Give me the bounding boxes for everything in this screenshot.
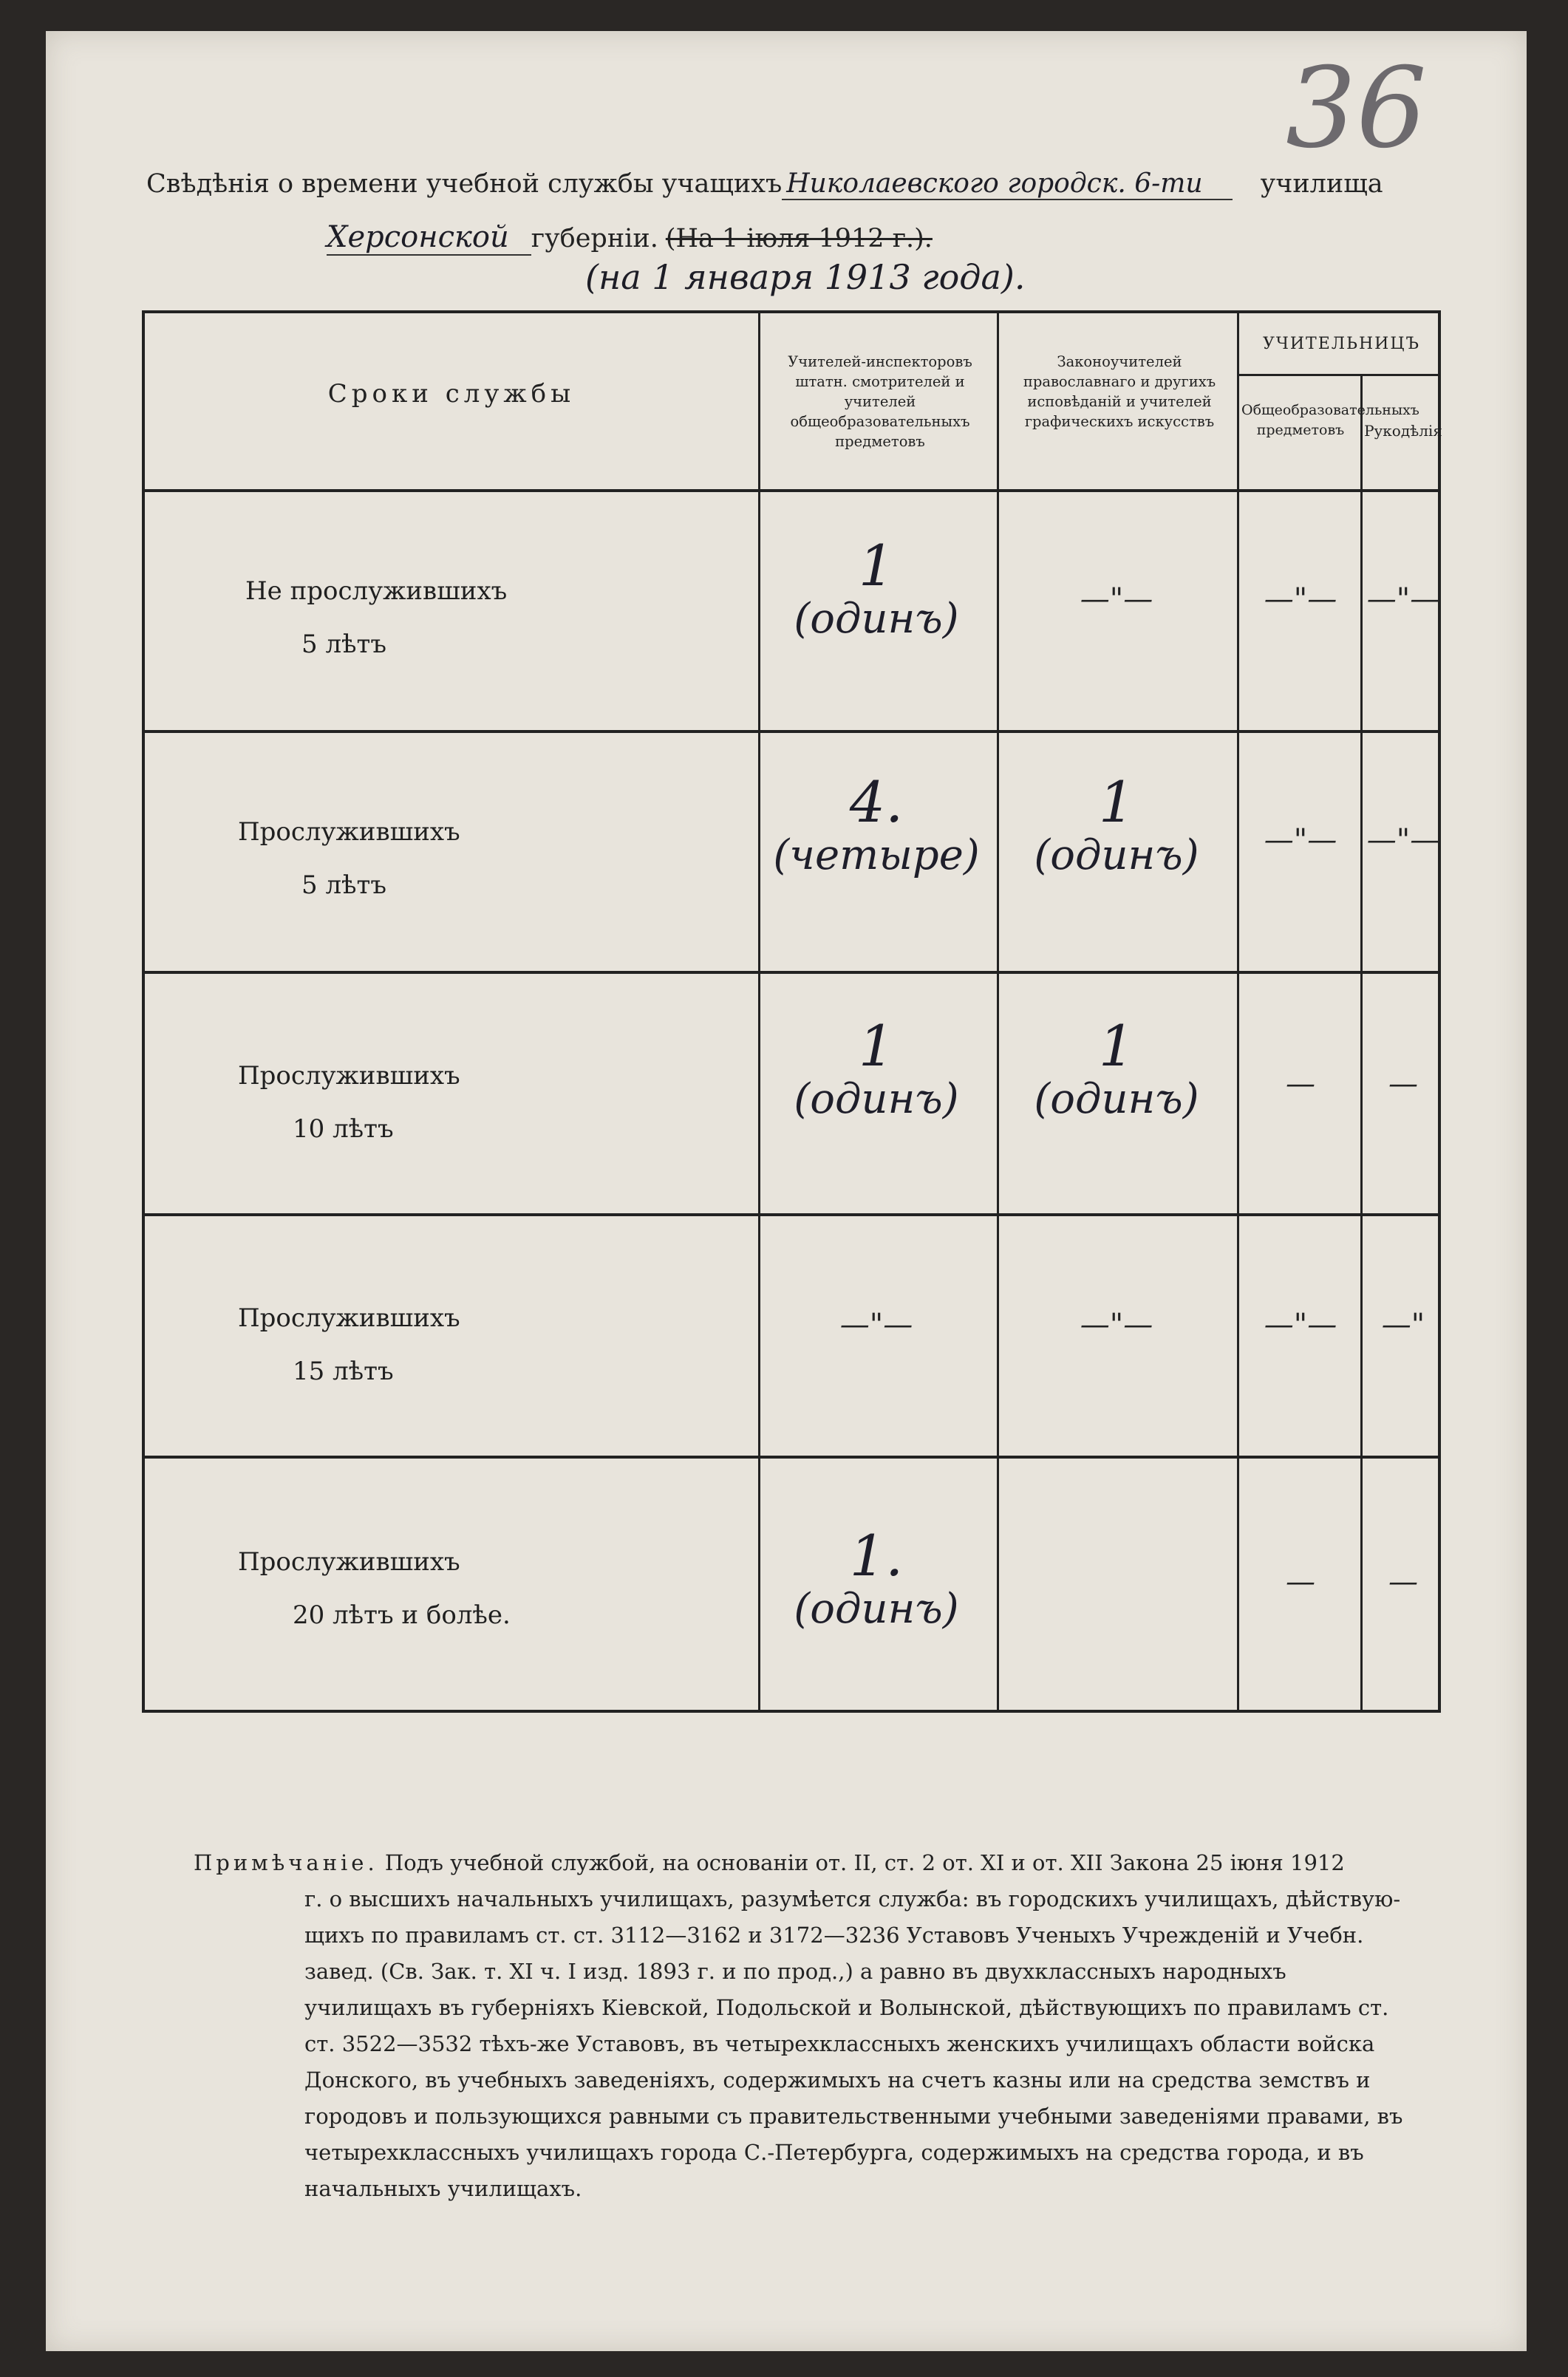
col-divider xyxy=(997,313,999,1710)
cell-women-needle-dash: — xyxy=(1388,1067,1418,1101)
row-label-line2: 5 лѣтъ xyxy=(301,630,386,659)
cell-women-needle-dash: —"— xyxy=(1366,823,1440,857)
cell-women-general-dash: —"— xyxy=(1264,823,1337,857)
cell-women-needle-dash: — xyxy=(1388,1565,1418,1599)
note-line: училищахъ въ губерніяхъ Кіевской, Подольской и Волынской, дѣйствующихъ по правиламъ ст. xyxy=(304,1995,1389,2020)
header-women-general: Общеобразовательныхъ предметовъ xyxy=(1241,402,1419,438)
cell-religion xyxy=(1002,771,1231,878)
row-divider xyxy=(145,1456,1438,1459)
cell-teachers xyxy=(766,771,987,878)
header-women-needle: Рукодѣлія xyxy=(1364,422,1442,440)
note-line: четырехклассныхъ училищахъ города С.-Петербурга, содержимыхъ на средства города, и въ xyxy=(304,2140,1364,2165)
cell-word: (одинъ) xyxy=(1034,1075,1199,1123)
note-line: ст. 3522—3532 тѣхъ-же Уставовъ, въ четырехклассныхъ женскихъ училищахъ области войска xyxy=(304,2031,1375,2056)
cell-number: 1 xyxy=(1098,769,1135,835)
row-divider xyxy=(145,489,1438,492)
note-line: г. о высшихъ начальныхъ училищахъ, разумѣется служба: въ городскихъ училищахъ, дѣйствую- xyxy=(304,1886,1401,1912)
header-period: Сроки службы xyxy=(327,379,576,409)
header-religion: Законоучителей православнаго и другихъ исповѣданій и учителей графическихъ искусствъ xyxy=(1023,353,1216,430)
cell-word: (одинъ) xyxy=(794,595,959,643)
cell-number: 1. xyxy=(849,1523,904,1589)
note-line: начальныхъ училищахъ. xyxy=(304,2176,582,2201)
heading-line-1 xyxy=(146,168,1383,199)
cell-women-needle-dash: —"— xyxy=(1366,582,1440,616)
note-text: Подъ учебной службой, на основаніи от. II, ст. 2 от. XI и от. XII Закона 25 іюня 1912 xyxy=(384,1850,1345,1875)
row-label-line1: Прослужившихъ xyxy=(238,1547,460,1577)
cell-number: 1 xyxy=(1098,1013,1135,1079)
col-divider xyxy=(1360,375,1363,1710)
row-divider xyxy=(145,971,1438,974)
cell-women-general-dash: — xyxy=(1286,1067,1315,1101)
col-divider xyxy=(758,313,760,1710)
col-divider xyxy=(1237,313,1239,1710)
row-label-line2: 5 лѣтъ xyxy=(301,870,386,900)
heading-prefix: Свѣдѣнія о времени учебной службы учащихъ xyxy=(146,169,783,199)
heading-line-2 xyxy=(327,220,1058,254)
cell-word: (четыре) xyxy=(773,831,980,879)
cell-women-general-dash: —"— xyxy=(1264,582,1337,616)
row-label-line1: Не прослужившихъ xyxy=(245,576,508,606)
cell-religion-dash: —"— xyxy=(1080,582,1153,616)
service-table xyxy=(142,310,1441,1713)
row-label-line2: 15 лѣтъ xyxy=(293,1357,394,1386)
row-label-line1: Прослужившихъ xyxy=(238,1061,460,1091)
school-name-handwritten: Николаевского городск. 6-ти xyxy=(782,168,1232,200)
cell-word: (одинъ) xyxy=(1034,831,1199,879)
cell-number: 1 xyxy=(858,1013,895,1079)
note-line xyxy=(194,1845,1465,1881)
row-divider xyxy=(145,730,1438,733)
cell-teachers xyxy=(766,1015,987,1122)
cell-number: 1 xyxy=(858,533,895,598)
note-line: Донского, въ учебныхъ заведеніяхъ, содержимыхъ на счетъ казны или на средства земствъ и xyxy=(304,2067,1371,2093)
cell-women-needle-dash: —" xyxy=(1381,1308,1425,1342)
cell-teachers-dash: —"— xyxy=(839,1308,913,1342)
cell-teachers xyxy=(766,1525,987,1631)
word-school: училища xyxy=(1260,169,1383,199)
row-label-line1: Прослужившихъ xyxy=(238,817,460,847)
cell-word: (одинъ) xyxy=(794,1585,959,1633)
cell-religion xyxy=(1002,1015,1231,1122)
document-sheet xyxy=(46,31,1527,2351)
cell-word: (одинъ) xyxy=(794,1075,959,1123)
subheader-divider xyxy=(1237,374,1438,376)
note-label: Примѣчаніе. xyxy=(194,1850,378,1875)
cell-religion-dash: —"— xyxy=(1080,1308,1153,1342)
header-teachers: Учителей-инспекторовъ штатн. смотрителей и учителей общеобразовательныхъ предметовъ xyxy=(788,353,972,450)
cell-women-general-dash: — xyxy=(1286,1565,1315,1599)
cell-teachers xyxy=(766,535,987,641)
header-women-group: УЧИТЕЛЬНИЦЪ xyxy=(1262,335,1421,353)
page-number-handwritten: 36 xyxy=(1286,44,1427,173)
word-province: губерніи. xyxy=(531,224,658,253)
row-label-line1: Прослужившихъ xyxy=(238,1303,460,1333)
row-label-line2: 10 лѣтъ xyxy=(293,1114,394,1144)
row-label-line2: 20 лѣтъ и болѣе. xyxy=(293,1600,511,1630)
note-line: городовъ и пользующихся равными съ правительственными учебными заведеніями правами, въ xyxy=(304,2104,1403,2129)
date-handwritten: (на 1 января 1913 года). xyxy=(585,257,1026,297)
note-line: щихъ по правиламъ ст. ст. 3112—3162 и 3172—3236 Уставовъ Ученыхъ Учрежденій и Учебн. xyxy=(304,1923,1364,1948)
province-handwritten: Херсонской xyxy=(327,220,531,256)
date-struck: (На 1 іюля 1912 г.). xyxy=(665,224,933,253)
cell-number: 4. xyxy=(849,769,904,835)
footnote xyxy=(194,1845,1465,2207)
cell-women-general-dash: —"— xyxy=(1264,1308,1337,1342)
note-line: завед. (Св. Зак. т. XI ч. I изд. 1893 г. и по прод.,) а равно въ двухклассныхъ народныхъ xyxy=(304,1959,1286,1984)
row-divider xyxy=(145,1213,1438,1216)
